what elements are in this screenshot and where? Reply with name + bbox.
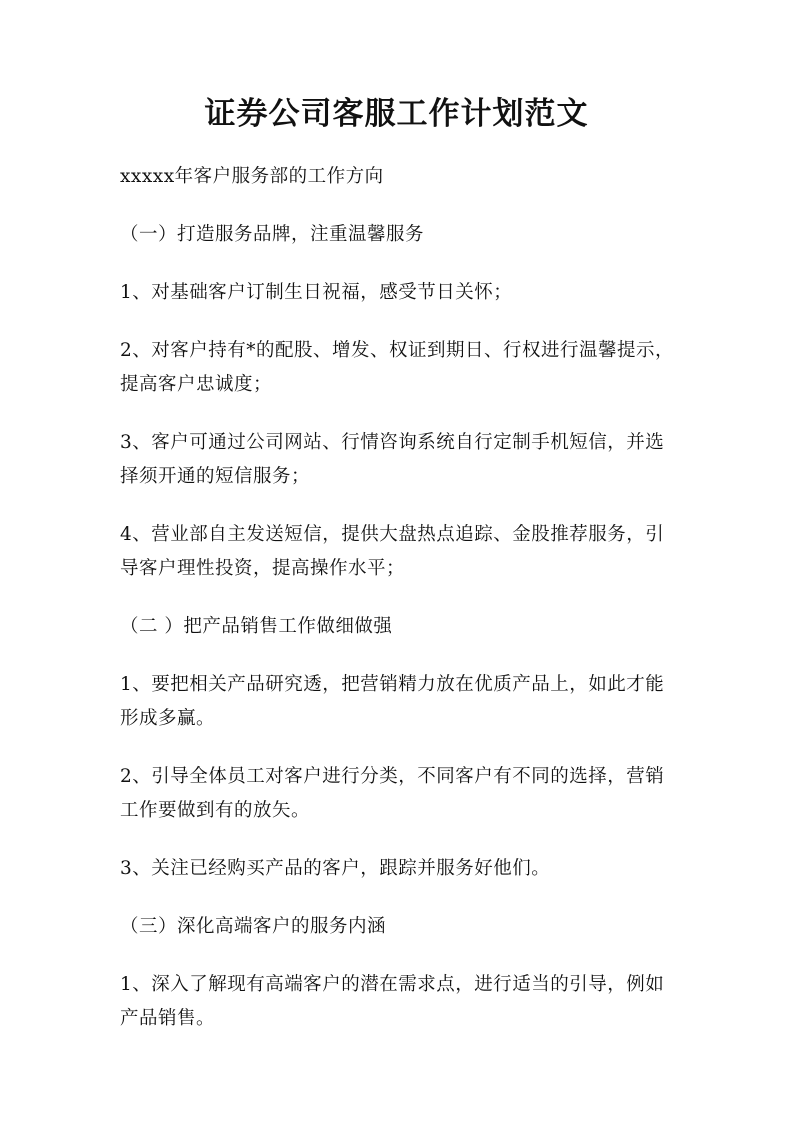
subsection-heading-1: （一）打造服务品牌，注重温馨服务 [120,224,425,245]
subsection-heading-3: （三）深化高端客户的服务内涵 [120,916,387,937]
list-item: 4、营业部自主发送短信，提供大盘热点追踪、金股推荐服务，引导客户理性投资，提高操作水平； [120,524,665,579]
document-body [120,160,680,1060]
list-item: 1、对基础客户订制生日祝福，感受节日关怀； [120,282,513,303]
list-item: 3、关注已经购买产品的客户，跟踪并服务好他们。 [120,858,551,879]
list-item: 1、深入了解现有高端客户的潜在需求点，进行适当的引导，例如产品销售。 [120,974,665,1029]
section-heading: xxxxx年客户服务部的工作方向 [120,166,384,187]
list-item: 2、引导全体员工对客户进行分类，不同客户有不同的选择，营销工作要做到有的放矢。 [120,766,665,821]
document-title: 证券公司客服工作计划范文 [204,96,589,132]
subsection-heading-2: （二 ）把产品销售工作做细做强 [120,616,393,637]
list-item: 3、客户可通过公司网站、行情咨询系统自行定制手机短信，并选择须开通的短信服务； [120,432,665,487]
list-item: 2、对客户持有*的配股、增发、权证到期日、行权进行温馨提示，提高客户忠诚度； [120,340,675,395]
list-item: 1、要把相关产品研究透，把营销精力放在优质产品上，如此才能形成多赢。 [120,674,665,729]
